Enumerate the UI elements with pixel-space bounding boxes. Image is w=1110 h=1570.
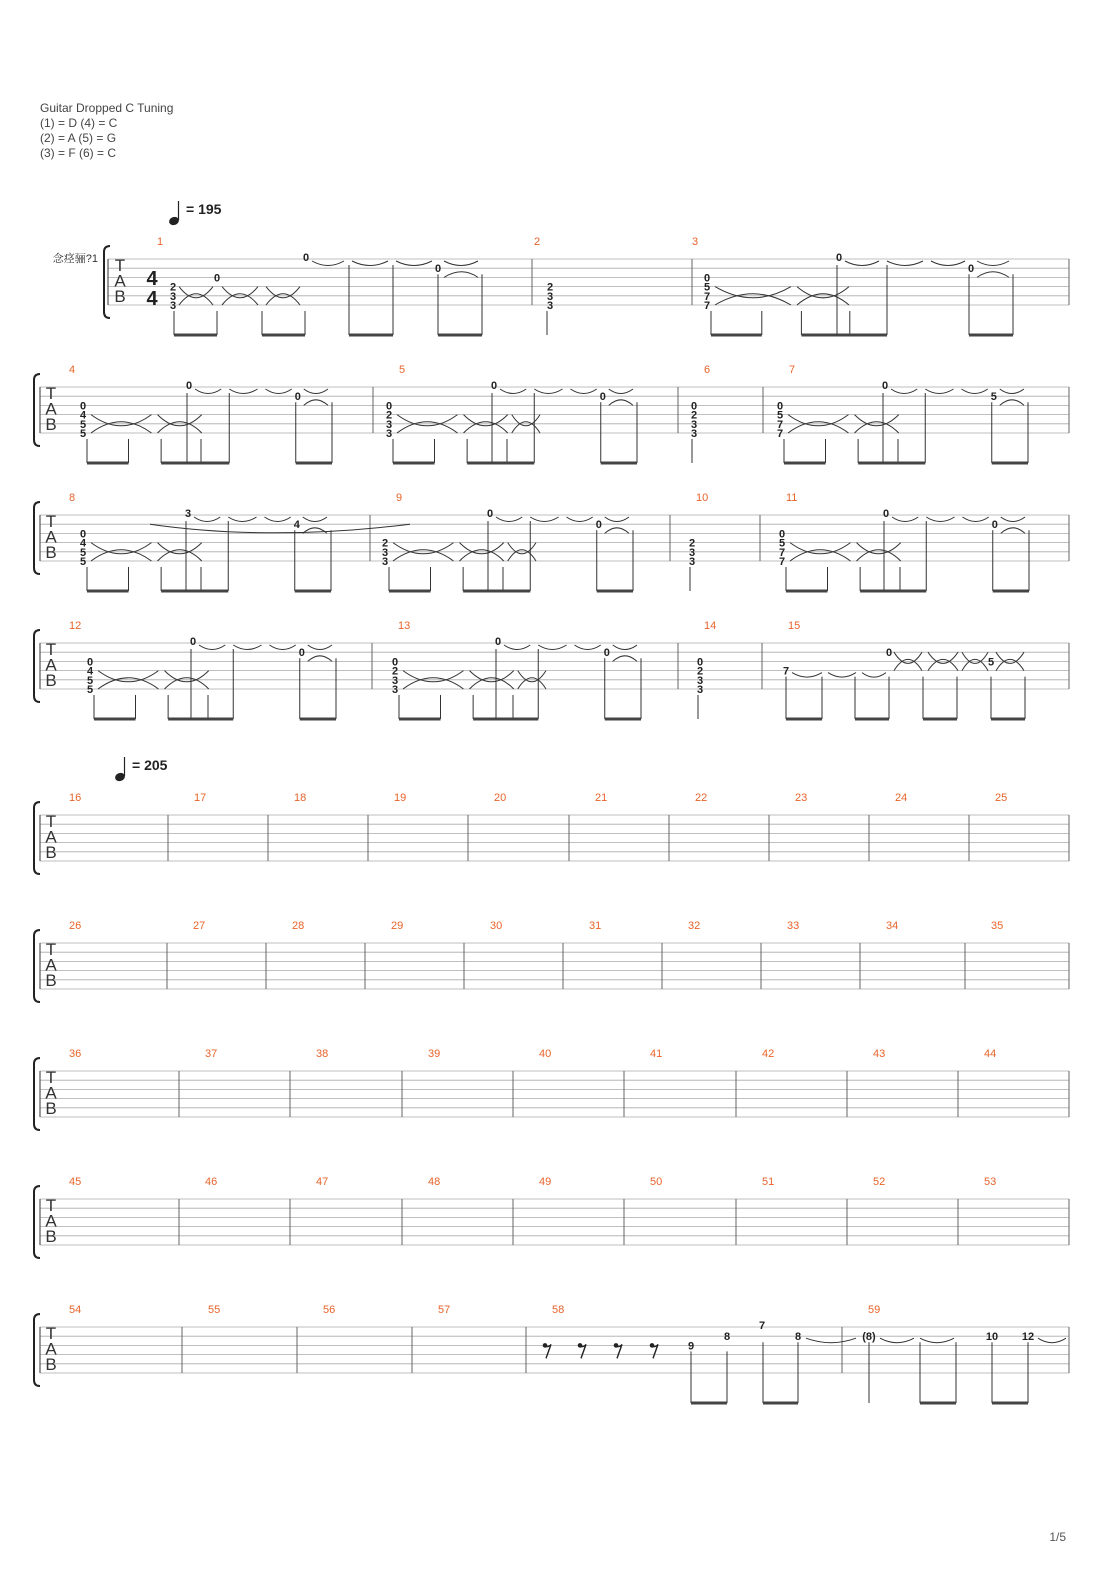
tie-curve bbox=[396, 261, 432, 266]
tab-clef-letter: A bbox=[114, 271, 126, 291]
measure-number: 23 bbox=[795, 792, 808, 804]
tie-curve bbox=[352, 261, 388, 266]
fret-number: 10 bbox=[985, 1331, 999, 1344]
measure-number: 11 bbox=[786, 492, 798, 504]
tab-clef-letter: T bbox=[45, 940, 57, 959]
fret-number: 8 bbox=[723, 1331, 731, 1344]
fret-number: 4 bbox=[79, 537, 87, 550]
measure-number: 48 bbox=[428, 1176, 441, 1188]
tie-curve bbox=[920, 1338, 954, 1343]
tab-clef-letter: T bbox=[45, 640, 57, 659]
fret-number: 0 bbox=[486, 508, 494, 520]
tab-clef-letter: B bbox=[45, 671, 57, 690]
fret-number: 12 bbox=[1021, 1331, 1035, 1344]
fret-number: 5 bbox=[86, 674, 94, 687]
measure-number: 2 bbox=[533, 236, 541, 248]
fret-number: 0 bbox=[79, 400, 87, 413]
tie-curve bbox=[304, 389, 328, 394]
tie-curve bbox=[312, 261, 344, 266]
fret-number: 3 bbox=[381, 556, 389, 568]
tab-clef-letter: T bbox=[45, 1324, 57, 1343]
rest-stroke bbox=[580, 1344, 586, 1358]
tie-curve bbox=[926, 517, 954, 522]
fret-number: 7 bbox=[782, 665, 790, 678]
fret-number: 0 bbox=[967, 263, 975, 276]
fret-number: 3 bbox=[381, 546, 389, 559]
fret-number: 2 bbox=[381, 537, 389, 550]
system-bracket bbox=[34, 630, 40, 702]
measure-number: 51 bbox=[762, 1176, 775, 1188]
fret-number: 7 bbox=[776, 418, 784, 431]
tie-curve bbox=[792, 673, 822, 678]
fret-number: 3 bbox=[688, 556, 696, 568]
tie-curve bbox=[308, 645, 332, 650]
tab-clef-letter: A bbox=[45, 1211, 57, 1231]
measure-number: 5 bbox=[399, 364, 406, 376]
tie-curve bbox=[500, 389, 526, 394]
fret-number: 5 bbox=[778, 537, 786, 550]
eighth-rest-icon bbox=[543, 1343, 551, 1358]
tie-curve bbox=[862, 673, 886, 678]
tab-clef-letter: A bbox=[45, 527, 57, 547]
fret-number: 3 bbox=[385, 428, 393, 440]
fret-number: 3 bbox=[546, 300, 554, 312]
tie-curve bbox=[887, 261, 923, 266]
measure-number: 54 bbox=[69, 1304, 82, 1316]
measure-number: 37 bbox=[205, 1048, 218, 1060]
measure-number: 53 bbox=[984, 1176, 997, 1188]
measure-number: 35 bbox=[991, 920, 1004, 932]
fret-number: 7 bbox=[703, 300, 711, 312]
fret-number: 0 bbox=[991, 519, 998, 532]
tie-curve bbox=[228, 517, 256, 522]
system-bracket bbox=[34, 802, 40, 874]
fret-number: 0 bbox=[189, 636, 197, 648]
system-bracket bbox=[34, 1058, 40, 1130]
tie-curve bbox=[963, 517, 989, 522]
fret-number: 2 bbox=[546, 281, 554, 294]
tie-curve bbox=[496, 517, 522, 522]
fret-number: 5 bbox=[987, 656, 995, 669]
fret-number: 2 bbox=[696, 665, 704, 678]
measure-number: 52 bbox=[873, 1176, 886, 1188]
tie-curve bbox=[925, 389, 953, 394]
fret-number: 0 bbox=[385, 400, 393, 413]
fret-number: 7 bbox=[778, 546, 786, 559]
fret-number: 8 bbox=[794, 1331, 802, 1344]
system-bracket bbox=[34, 502, 40, 574]
measure-number: 30 bbox=[490, 920, 503, 932]
system-bracket bbox=[34, 1314, 40, 1386]
fret-number: 3 bbox=[169, 300, 177, 312]
tie-curve bbox=[1000, 389, 1024, 394]
tie-curve bbox=[444, 261, 478, 266]
fret-number: 0 bbox=[494, 636, 502, 648]
measure-number: 46 bbox=[205, 1176, 218, 1188]
tie-curve bbox=[266, 389, 292, 394]
fret-number: 3 bbox=[690, 428, 698, 440]
tie-curve bbox=[538, 645, 566, 650]
tie-curve bbox=[229, 389, 257, 394]
fret-number: 5 bbox=[79, 418, 87, 431]
fret-number: 0 bbox=[696, 656, 704, 669]
measure-number: 1 bbox=[156, 236, 164, 248]
fret-number: 2 bbox=[391, 665, 399, 678]
measure-number: 8 bbox=[69, 492, 76, 504]
tie-curve bbox=[504, 645, 530, 650]
fret-number: 2 bbox=[385, 409, 393, 422]
system-bracket bbox=[104, 246, 110, 318]
fret-number: 0 bbox=[881, 380, 889, 392]
fret-number: 5 bbox=[776, 409, 784, 422]
rest-stroke bbox=[616, 1344, 622, 1358]
fret-number: 2 bbox=[690, 409, 698, 422]
measure-number: 58 bbox=[552, 1304, 565, 1316]
measure-number: 55 bbox=[208, 1304, 221, 1316]
measure-number: 38 bbox=[316, 1048, 329, 1060]
tuning-line: (3) = F (6) = C bbox=[40, 146, 117, 160]
fret-number: 4 bbox=[86, 665, 94, 678]
tie-curve bbox=[233, 645, 261, 650]
measure-number: 15 bbox=[788, 620, 801, 632]
tie-curve bbox=[308, 656, 332, 662]
tab-clef-letter: A bbox=[45, 399, 57, 419]
measure-number: 25 bbox=[995, 792, 1008, 804]
tuning-line: (2) = A (5) = G bbox=[40, 131, 117, 145]
tie-curve bbox=[613, 645, 637, 650]
tie-curve bbox=[613, 656, 637, 662]
tie-curve bbox=[977, 261, 1009, 266]
tab-clef-letter: B bbox=[45, 415, 57, 434]
fret-number: 0 bbox=[885, 647, 893, 660]
fret-number: 5 bbox=[86, 684, 94, 696]
tie-curve bbox=[962, 389, 988, 394]
system-bracket bbox=[34, 1186, 40, 1258]
fret-number: 3 bbox=[184, 508, 192, 520]
measure-number: 33 bbox=[787, 920, 800, 932]
tie-curve bbox=[575, 645, 601, 650]
measure-number: 19 bbox=[394, 792, 407, 804]
fret-number: 3 bbox=[546, 290, 554, 303]
fret-number: 0 bbox=[882, 508, 890, 520]
measure-number: 42 bbox=[762, 1048, 775, 1060]
tie-curve bbox=[530, 517, 558, 522]
rest-stroke bbox=[652, 1344, 658, 1358]
tab-clef-letter: B bbox=[45, 1227, 57, 1246]
time-signature-bottom: 4 bbox=[146, 288, 158, 310]
measure-number: 47 bbox=[316, 1176, 329, 1188]
fret-number: 0 bbox=[599, 391, 606, 404]
fret-number: 0 bbox=[391, 656, 399, 669]
tab-clef-letter: A bbox=[45, 1083, 57, 1103]
measure-number: 56 bbox=[323, 1304, 336, 1316]
tie-curve bbox=[444, 272, 478, 278]
tie-curve bbox=[977, 272, 1009, 278]
tab-clef-letter: T bbox=[45, 384, 57, 403]
fret-number: 3 bbox=[690, 418, 698, 431]
fret-number: (8) bbox=[862, 1331, 876, 1344]
tab-clef-letter: A bbox=[45, 1339, 57, 1359]
measure-number: 36 bbox=[69, 1048, 82, 1060]
tempo-mark: = 205 bbox=[132, 757, 168, 773]
tie-curve bbox=[195, 389, 221, 394]
measure-number: 3 bbox=[691, 236, 699, 248]
fret-number: 5 bbox=[703, 281, 711, 294]
measure-number: 16 bbox=[69, 792, 82, 804]
tie-curve bbox=[567, 517, 593, 522]
fret-number: 5 bbox=[990, 391, 997, 404]
tab-clef-letter: B bbox=[45, 1099, 57, 1118]
tie-curve bbox=[1000, 400, 1024, 406]
measure-number: 10 bbox=[696, 492, 709, 504]
fret-number: 7 bbox=[758, 1320, 766, 1332]
system-bracket bbox=[34, 930, 40, 1002]
fret-number: 4 bbox=[293, 519, 300, 532]
measure-number: 43 bbox=[873, 1048, 886, 1060]
tab-clef-letter: B bbox=[45, 1355, 57, 1374]
fret-number: 9 bbox=[687, 1340, 695, 1353]
fret-number: 0 bbox=[302, 252, 310, 264]
fret-number: 0 bbox=[213, 272, 221, 285]
fret-number: 0 bbox=[778, 528, 786, 541]
fret-number: 7 bbox=[776, 428, 784, 440]
fret-number: 0 bbox=[776, 400, 784, 413]
eighth-rest-icon bbox=[614, 1343, 622, 1358]
measure-number: 21 bbox=[595, 792, 608, 804]
fret-number: 5 bbox=[79, 556, 87, 568]
measure-number: 32 bbox=[688, 920, 701, 932]
fret-number: 4 bbox=[79, 409, 87, 422]
measure-number: 6 bbox=[704, 364, 711, 376]
fret-number: 3 bbox=[391, 674, 399, 687]
tab-clef-letter: B bbox=[114, 287, 126, 306]
measure-number: 7 bbox=[789, 364, 796, 376]
fret-number: 5 bbox=[79, 546, 87, 559]
tie-curve bbox=[609, 389, 633, 394]
measure-number: 13 bbox=[398, 620, 411, 632]
tie-curve bbox=[609, 400, 633, 406]
measure-number: 49 bbox=[539, 1176, 552, 1188]
measure-number: 9 bbox=[396, 492, 403, 504]
tie-curve bbox=[571, 389, 597, 394]
fret-number: 7 bbox=[703, 290, 711, 303]
tab-clef-letter: A bbox=[45, 827, 57, 847]
fret-number: 3 bbox=[169, 290, 177, 303]
tie-curve bbox=[931, 261, 965, 266]
fret-number: 0 bbox=[86, 656, 94, 669]
eighth-rest-icon bbox=[650, 1343, 658, 1358]
measure-number: 27 bbox=[193, 920, 206, 932]
measure-number: 14 bbox=[704, 620, 717, 632]
tie-curve bbox=[304, 400, 328, 406]
fret-number: 0 bbox=[690, 400, 698, 413]
system-bracket bbox=[34, 374, 40, 446]
fret-number: 2 bbox=[169, 281, 177, 294]
measure-number: 59 bbox=[868, 1304, 881, 1316]
tuning-line: (1) = D (4) = C bbox=[40, 116, 118, 130]
measure-number: 39 bbox=[428, 1048, 441, 1060]
tab-clef-letter: T bbox=[114, 256, 126, 275]
tie-curve bbox=[1001, 517, 1025, 522]
tab-clef-letter: T bbox=[45, 512, 57, 531]
fret-number: 0 bbox=[595, 519, 602, 532]
measure-number: 20 bbox=[494, 792, 507, 804]
measure-number: 26 bbox=[69, 920, 82, 932]
tie-curve bbox=[828, 673, 856, 678]
tie-curve bbox=[891, 389, 917, 394]
fret-number: 3 bbox=[391, 684, 399, 696]
page-number: 1/5 bbox=[1049, 1530, 1066, 1544]
tab-clef-letter: A bbox=[45, 955, 57, 975]
fret-number: 7 bbox=[778, 556, 786, 568]
measure-number: 17 bbox=[194, 792, 207, 804]
tie-curve bbox=[1001, 528, 1025, 534]
measure-number: 22 bbox=[695, 792, 708, 804]
fret-number: 0 bbox=[835, 252, 843, 264]
tie-curve bbox=[265, 517, 291, 522]
tab-clef-letter: A bbox=[45, 655, 57, 675]
fret-number: 2 bbox=[688, 537, 696, 550]
fret-number: 0 bbox=[490, 380, 498, 392]
fret-number: 0 bbox=[298, 647, 305, 660]
tab-clef-letter: T bbox=[45, 1068, 57, 1087]
measure-number: 40 bbox=[539, 1048, 552, 1060]
tie-curve bbox=[892, 517, 918, 522]
measure-number: 41 bbox=[650, 1048, 663, 1060]
tie-curve bbox=[1038, 1338, 1066, 1343]
tie-curve bbox=[845, 261, 879, 266]
measure-number: 57 bbox=[438, 1304, 451, 1316]
tempo-mark: = 195 bbox=[186, 201, 222, 217]
measure-number: 24 bbox=[895, 792, 908, 804]
tie-curve bbox=[806, 1338, 856, 1343]
track-name: 念痉骊?1 bbox=[52, 253, 98, 265]
measure-number: 18 bbox=[294, 792, 307, 804]
fret-number: 0 bbox=[434, 263, 442, 276]
fret-number: 0 bbox=[294, 391, 301, 404]
slur-curve bbox=[150, 524, 410, 533]
fret-number: 0 bbox=[703, 272, 711, 285]
measure-number: 34 bbox=[886, 920, 899, 932]
tie-curve bbox=[303, 517, 327, 522]
tab-clef-letter: T bbox=[45, 1196, 57, 1215]
tie-curve bbox=[605, 517, 629, 522]
fret-number: 0 bbox=[603, 647, 610, 660]
eighth-rest-icon bbox=[578, 1343, 586, 1358]
tie-curve bbox=[199, 645, 225, 650]
fret-number: 0 bbox=[79, 528, 87, 541]
measure-number: 44 bbox=[984, 1048, 997, 1060]
tie-curve bbox=[270, 645, 296, 650]
measure-number: 31 bbox=[589, 920, 602, 932]
tab-clef-letter: B bbox=[45, 971, 57, 990]
fret-number: 3 bbox=[696, 674, 704, 687]
tab-clef-letter: B bbox=[45, 543, 57, 562]
rest-stroke bbox=[545, 1344, 551, 1358]
measure-number: 12 bbox=[69, 620, 82, 632]
measure-number: 28 bbox=[292, 920, 305, 932]
tie-curve bbox=[880, 1338, 914, 1343]
time-signature-top: 4 bbox=[146, 268, 158, 290]
measure-number: 29 bbox=[391, 920, 404, 932]
fret-number: 0 bbox=[185, 380, 193, 392]
measure-number: 50 bbox=[650, 1176, 663, 1188]
fret-number: 3 bbox=[696, 684, 704, 696]
tuning-title: Guitar Dropped C Tuning bbox=[40, 101, 174, 115]
fret-number: 3 bbox=[688, 546, 696, 559]
tie-curve bbox=[605, 528, 629, 534]
fret-number: 5 bbox=[79, 428, 87, 440]
measure-number: 45 bbox=[69, 1176, 82, 1188]
tie-curve bbox=[194, 517, 220, 522]
tie-curve bbox=[534, 389, 562, 394]
tab-clef-letter: T bbox=[45, 812, 57, 831]
tab-clef-letter: B bbox=[45, 843, 57, 862]
measure-number: 4 bbox=[69, 364, 76, 376]
fret-number: 3 bbox=[385, 418, 393, 431]
